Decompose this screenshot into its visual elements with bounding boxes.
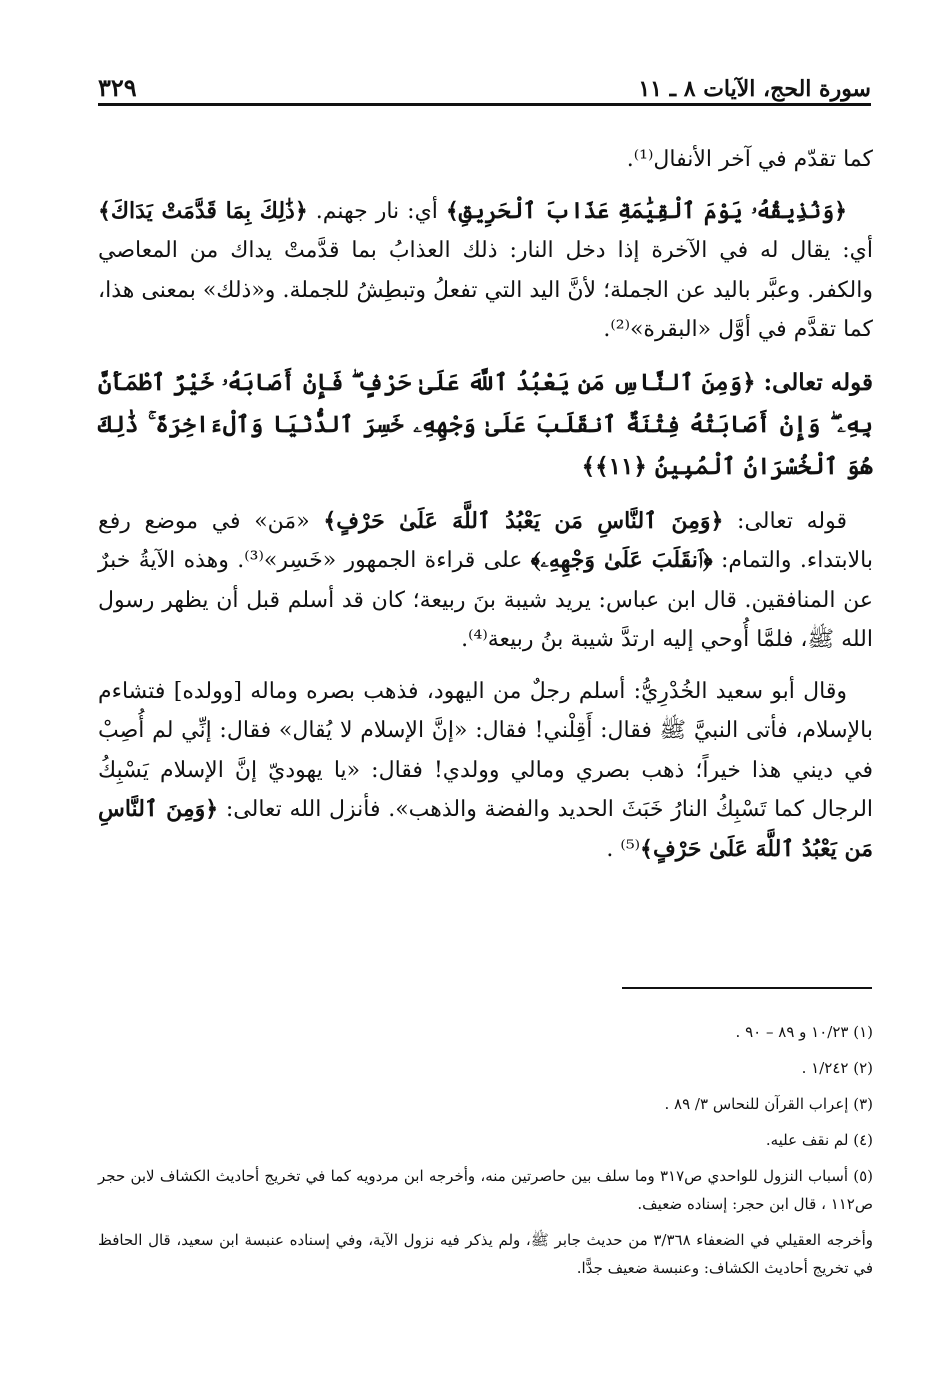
quran-quote: ﴿ذَٰلِكَ بِمَا قَدَّمَتْ يَدَاكَ﴾ [98, 197, 308, 224]
footnote-separator [622, 987, 872, 989]
page-number: ٣٢٩ [98, 73, 137, 102]
verse-heading [98, 362, 873, 488]
paragraph-4 [98, 672, 873, 870]
quran-quote: ﴿وَمِنَ ٱلنَّاسِ مَن يَعْبُدُ ٱللَّهَ عَلَىٰ حَرْفٍ﴾ [323, 507, 724, 534]
verse-label: قوله تعالى: [755, 368, 873, 396]
footnote: (٤) لم نقف عليه. [765, 1131, 873, 1149]
paragraph-2 [98, 192, 873, 350]
header-title: سورة الحج، الآيات ٨ ـ ١١ [638, 76, 871, 102]
footnote: (٣) إعراب القرآن للنحاس ٣/ ٨٩ . [664, 1095, 873, 1113]
quran-quote: ﴿ٱنقَلَبَ عَلَىٰ وَجْهِهِۦ﴾ [530, 547, 713, 573]
verse-text: ﴿وَمِنَ ٱلنَّاسِ مَن يَعْبُدُ ٱللَّهَ عَلَىٰ حَرْفٍ ۖ فَإِنْ أَصَابَهُۥ خَيْرٌ ٱطْمَأَنَّ بِهِۦ ۖ وَإِنْ أَصَابَتْهُ فِتْنَةٌ ٱنقَلَبَ عَلَىٰ وَجْهِهِۦ خَسِرَ ٱلدُّنْيَا وَٱلْءَاخِرَةَ ۚ ذَٰلِكَ هُوَ ٱلْخُسْرَانُ ٱلْمُبِينُ ﴿١١﴾﴾ [98, 368, 873, 480]
paragraph-3 [98, 502, 873, 660]
p4-text-a: وقال أبو سعيد الخُدْرِيُّ: أسلم رجلٌ من اليهود، فذهب بصره وماله [وولده] فتشاءم بالإسلام، فأتى النبيَّ ﷺ فقال: أَقِلْني! فقال: «إنَّ الإسلام لا يُقال» فقال: إنِّي لم أُصِبْ في ديني هذا خيراً؛ ذهب بصري ومالي وولدي! فقال: «يا يهوديّ إنَّ الإسلام يَسْبِكُ الرجال كما تَسْبِكُ النارُ خَبَثَ الحديد والفضة والذهب». فأنزل الله تعالى: [98, 678, 874, 822]
footnote-continuation: وأخرجه العقيلي في الضعفاء ٣/٣٦٨ من حديث جابر ﷺ، ولم يذكر فيه نزول الآية، وفي إسناده عنبسة ابن سعيد، قال الحافظ في تخريج أحاديث الكشاف: وعنبسة ضعيف جدًّا. [98, 1231, 874, 1277]
footnotes [98, 1018, 873, 1282]
footnote: (٥) أسباب النزول للواحدي ص٣١٧ وما سلف بين حاصرتين منه، وأخرجه ابن مردويه كما في تخريج أحاديث الكشاف لابن حجر ص١١٢ ، قال ابن حجر: إسناده ضعيف. [98, 1167, 873, 1213]
p3-text-c: على قراءة الجمهور «خَسِر»⁽³⁾. وهذه الآيةُ خبرٌ عن المنافقين. قال ابن عباس: يريد شيبة بنَ ربيعة؛ كان قد أسلم قبل أن يظهر رسول الله ﷺ، فلمَّا أُوحي إليه ارتدَّ شيبة بنُ ربيعة⁽⁴⁾. [98, 548, 874, 652]
running-header [98, 62, 871, 102]
main-text [98, 140, 873, 881]
p4-text-b: ⁽⁵⁾ . [606, 836, 641, 862]
p2-text-2: أي: يقال له في الآخرة إذا دخل النار: ذلك العذابُ بما قدَّمتْ يداك من المعاصي والكفر. وعبَّر باليد عن الجملة؛ لأنَّ اليد التي تفعلُ وتبطِشُ للجملة. و«ذلك» بمعنى هذا، كما تقدَّم في أوَّل «البقرة»⁽²⁾. [98, 238, 873, 342]
footnote: (٢) ١/٢٤٢ . [801, 1059, 873, 1077]
quran-quote: ﴿وَنُذِيقُهُۥ يَوْمَ ٱلْقِيَٰمَةِ عَذَابَ ٱلْحَرِيقِ﴾ [445, 197, 847, 224]
p3-text-b: «مَن» في موضع رفع بالابتداء. والتمام: [98, 508, 873, 573]
paragraph-1 [98, 140, 873, 180]
p1-text: كما تقدّم في آخر الأنفال⁽¹⁾. [626, 147, 873, 172]
p2-text-1: أي: نار جهنم. [307, 198, 446, 224]
quran-quote: ﴿وَمِنَ ٱلنَّاسِ مَن يَعْبُدُ ٱللَّهَ عَلَىٰ حَرْفٍ﴾ [98, 796, 873, 862]
header-rule [98, 103, 871, 106]
p3-text-a: قوله تعالى: [723, 508, 847, 534]
footnote: (١) ١٠/٢٣ و ٨٩ – ٩٠ . [735, 1023, 873, 1041]
